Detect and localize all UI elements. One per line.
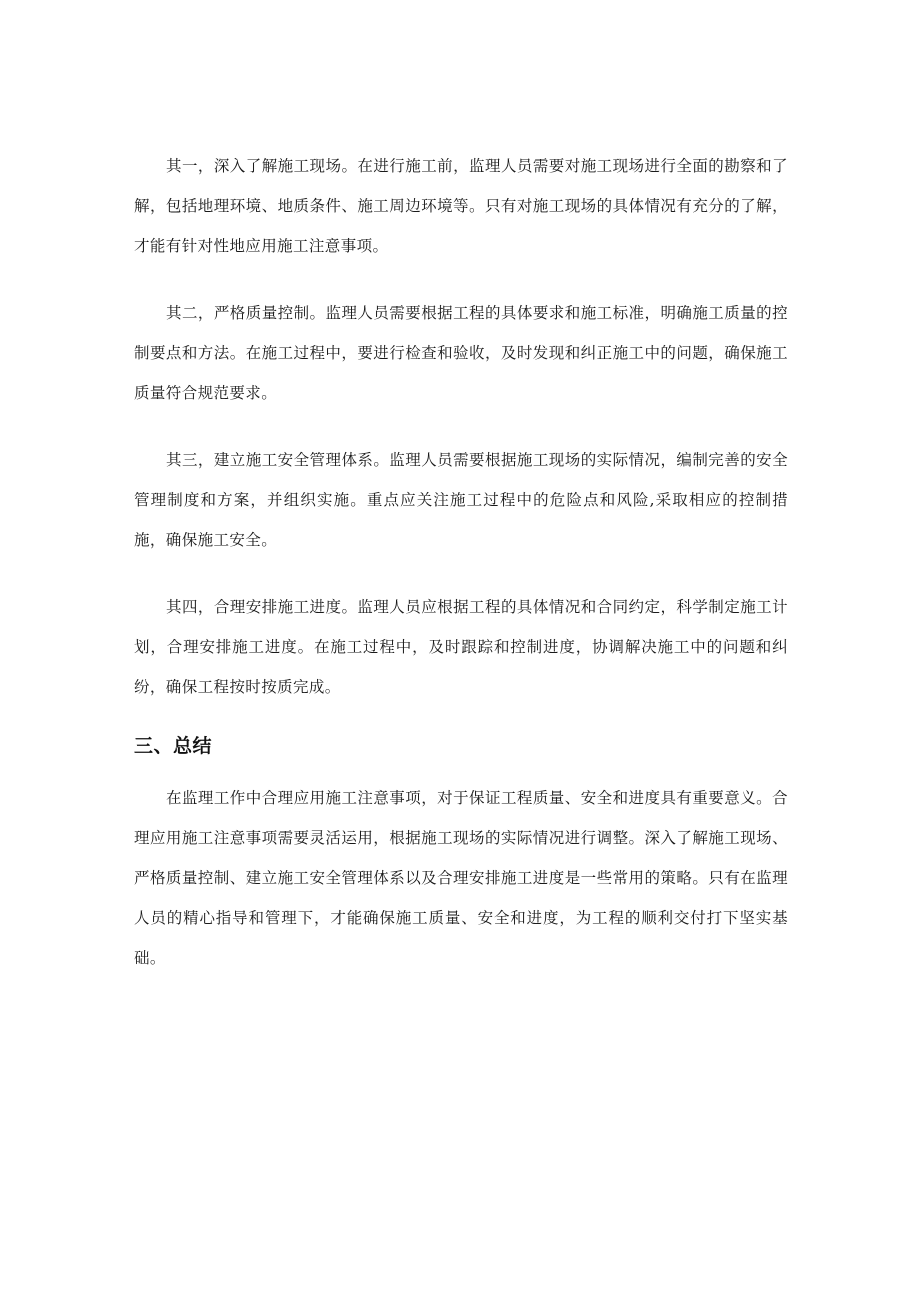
paragraph-quality-control: 其二，严格质量控制。监理人员需要根据工程的具体要求和施工标准，明确施工质量的控制要点和方法。在施工过程中，要进行检查和验收，及时发现和纠正施工中的问题，确保施工质量符合规范要求。 (134, 304, 788, 402)
document-body (134, 146, 788, 1005)
paragraph-schedule: 其四，合理安排施工进度。监理人员应根据工程的具体情况和合同约定，科学制定施工计划，合理安排施工进度。在施工过程中，及时跟踪和控制进度，协调解决施工中的问题和纠纷，确保工程按时按质完成。 (134, 598, 788, 696)
paragraph-safety-management: 其三，建立施工安全管理体系。监理人员需要根据施工现场的实际情况，编制完善的安全管理制度和方案，并组织实施。重点应关注施工过程中的危险点和风险,采取相应的控制措施，确保施工安全。 (134, 451, 788, 549)
paragraph-summary: 在监理工作中合理应用施工注意事项，对于保证工程质量、安全和进度具有重要意义。合理应用施工注意事项需要灵活运用，根据施工现场的实际情况进行调整。深入了解施工现场、严格质量控制、建立施工安全管理体系以及合理安排施工进度是一些常用的策略。只有在监理人员的精心指导和管理下，才能确保施工质量、安全和进度，为工程的顺利交付打下坚实基础。 (134, 789, 788, 967)
section-heading-summary: 三、总结 (134, 735, 213, 757)
paragraph-investigate-site: 其一，深入了解施工现场。在进行施工前，监理人员需要对施工现场进行全面的勘察和了解，包括地理环境、地质条件、施工周边环境等。只有对施工现场的具体情况有充分的了解，才能有针对性地应用施工注意事项。 (134, 157, 788, 255)
